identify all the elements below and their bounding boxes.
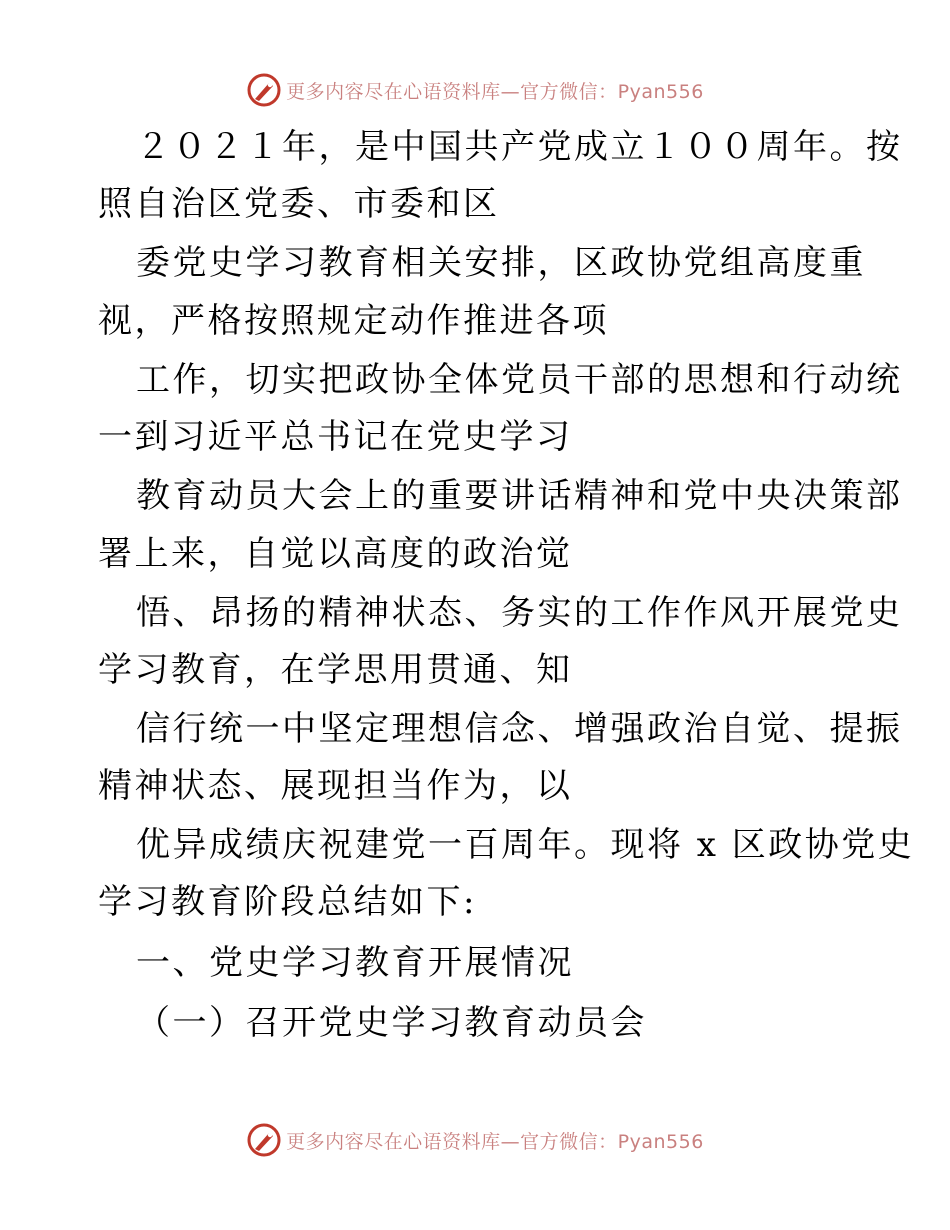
paragraph-line: 优异成绩庆祝建党一百周年。现将 x 区政协党史: [136, 825, 915, 865]
watermark-text: 更多内容尽在心语资料库—官方微信：Pyan556: [286, 1130, 704, 1153]
paragraph-line: 委党史学习教育相关安排，区政协党组高度重: [136, 243, 866, 283]
paragraph-line: 工作，切实把政协全体党员干部的思想和行动统: [136, 360, 903, 400]
paragraph-line: 精神状态、展现担当作为，以: [98, 766, 573, 806]
section-heading: 一、党史学习教育开展情况: [136, 943, 574, 983]
paragraph-line: 学习教育阶段总结如下:: [98, 882, 477, 922]
paragraph-line: 信行统一中坚定理想信念、增强政治自觉、提振: [136, 709, 903, 749]
paragraph-line: 署上来，自觉以高度的政治觉: [98, 534, 573, 574]
paragraph-line: 悟、昂扬的精神状态、务实的工作作风开展党史: [136, 593, 903, 633]
paragraph-line: 教育动员大会上的重要讲话精神和党中央决策部: [136, 476, 903, 516]
footer-watermark: [0, 1118, 950, 1162]
paragraph-line: ２０２１年，是中国共产党成立１００周年。按: [136, 127, 903, 167]
paragraph-line: 视，严格按照规定动作推进各项: [98, 301, 609, 341]
paragraph-line: 学习教育，在学思用贯通、知: [98, 650, 573, 690]
pen-nib-circle-icon: [246, 72, 282, 108]
paragraph-line: 照自治区党委、市委和区: [98, 184, 500, 224]
paragraph-line: 一到习近平总书记在党史学习: [98, 417, 573, 457]
watermark-text: 更多内容尽在心语资料库—官方微信：Pyan556: [286, 80, 704, 103]
subsection-heading: （一）召开党史学习教育动员会: [136, 1003, 647, 1043]
pen-nib-circle-icon: [246, 1122, 282, 1158]
header-watermark: [0, 68, 950, 112]
